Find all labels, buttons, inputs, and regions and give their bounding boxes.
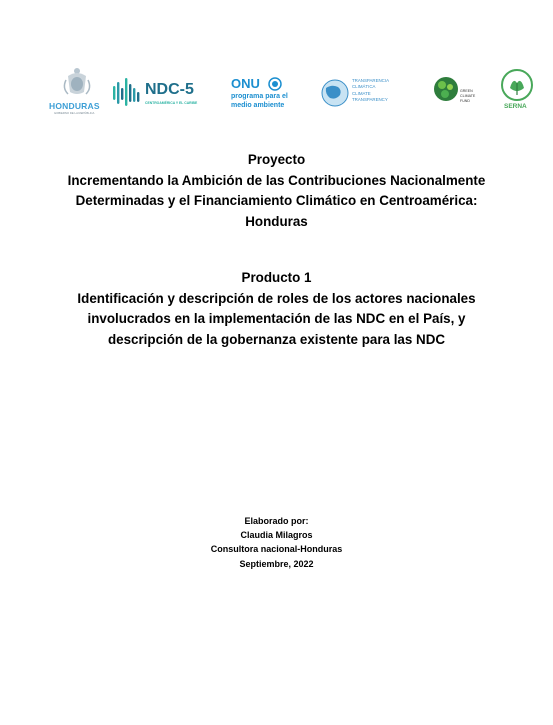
project-label: Proyecto xyxy=(247,152,306,167)
gcf-line-1: GREEN xyxy=(460,89,473,93)
honduras-logo xyxy=(48,62,106,116)
gcf-globe-icon xyxy=(433,76,459,102)
serna-logo xyxy=(500,68,536,114)
project-title-line-2: Determinadas y el Financiamiento Climático en Centroamérica: xyxy=(75,193,478,208)
globe-icon xyxy=(320,78,350,108)
honduras-logo-subtitle: GOBIERNO DE LA REPÚBLICA xyxy=(54,111,95,115)
ndc5-logo xyxy=(112,76,204,112)
transparencia-line-2: CLIMÁTICA xyxy=(352,84,376,89)
transparencia-line-3: CLIMATE xyxy=(352,91,371,96)
prepared-by-label: Elaborado por: xyxy=(244,516,309,526)
product-block xyxy=(30,268,523,350)
transparencia-line-4: TRANSPARENCY xyxy=(352,97,388,102)
ndc5-logo-name: NDC-5 xyxy=(145,81,194,98)
product-label: Producto 1 xyxy=(241,270,312,285)
gcf-line-3: FUND xyxy=(460,99,470,103)
partner-logos xyxy=(0,62,553,122)
project-block xyxy=(30,150,523,232)
product-title-line-1: Identificación y descripción de roles de los actores nacionales xyxy=(77,290,476,306)
author-role: Consultora nacional-Honduras xyxy=(210,544,343,555)
author-name: Claudia Milagros xyxy=(240,530,313,541)
document-date: Septiembre, 2022 xyxy=(239,558,314,569)
un-emblem-icon xyxy=(268,77,282,91)
honduras-seal-icon xyxy=(48,62,106,100)
ndc5-logo-subtitle: CENTROAMÉRICA Y EL CARIBE xyxy=(145,101,198,105)
green-climate-fund-logo xyxy=(433,76,476,114)
onu-logo xyxy=(231,76,293,112)
project-title-line-1: Incrementando la Ambición de las Contribuciones Nacionalmente xyxy=(67,172,486,188)
credits-block xyxy=(30,514,523,571)
serna-emblem-icon xyxy=(500,68,534,102)
gcf-line-2: CLIMATE xyxy=(460,94,476,98)
product-title-line-3: descripción de la gobernanza existente para las NDC xyxy=(107,331,446,347)
transparencia-line-1: TRANSPARENCIA xyxy=(352,78,390,83)
product-title-line-2: involucrados en la implementación de las NDC en el País, y xyxy=(87,311,466,326)
transparencia-climatica-logo xyxy=(320,78,400,110)
honduras-logo-name: HONDURAS xyxy=(49,101,100,111)
serna-logo-name: SERNA xyxy=(504,103,527,110)
onu-logo-subtitle-2: medio ambiente xyxy=(231,102,285,109)
onu-logo-subtitle-1: programa para el xyxy=(231,93,288,100)
onu-logo-name: ONU xyxy=(231,76,260,91)
ndc-waveform-icon xyxy=(112,76,144,108)
project-title-line-3: Honduras xyxy=(245,213,308,229)
